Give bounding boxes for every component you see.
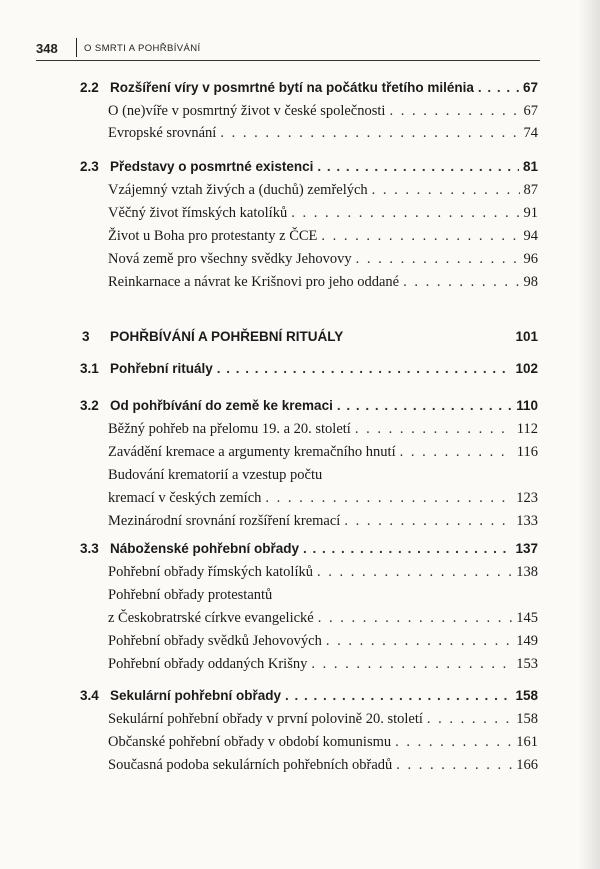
dot-leader: [400, 444, 513, 461]
chapter-number: 3: [82, 329, 90, 344]
entry-title: Život u Boha pro protestanty z ČCE: [108, 228, 318, 244]
toc-entry[interactable]: [108, 251, 538, 273]
section-page: 158: [515, 688, 538, 703]
running-title: O SMRTI A POHŘBÍVÁNÍ: [84, 43, 201, 54]
dot-leader: [427, 711, 512, 728]
dot-leader: [403, 274, 519, 291]
entry-page: 116: [516, 444, 538, 460]
entry-page: 96: [523, 251, 538, 267]
dot-leader: [321, 228, 519, 245]
entry-page: 158: [516, 711, 538, 727]
section-title: Náboženské pohřební obřady: [110, 541, 300, 556]
chapter-page: 101: [515, 329, 538, 344]
toc-section-2-2[interactable]: [80, 80, 538, 102]
entry-title: Vzájemný vztah živých a (duchů) zemřelých: [108, 182, 368, 198]
dot-leader: [326, 633, 512, 650]
toc-section-3-3[interactable]: [80, 541, 538, 563]
entry-title: Sekulární pohřební obřady v první polovině 20. století: [108, 711, 423, 727]
toc-entry[interactable]: [108, 734, 538, 756]
section-number: 3.3: [80, 541, 99, 556]
section-number: 3.4: [80, 688, 99, 703]
entry-title: kremací v českých zemích: [108, 490, 262, 506]
dot-leader: [389, 103, 519, 120]
dot-leader: [265, 490, 512, 507]
entry-title: Budování krematorií a vzestup počtu: [108, 467, 323, 483]
section-number: 3.1: [80, 361, 99, 376]
entry-title: Pohřební obřady oddaných Krišny: [108, 656, 308, 672]
entry-page: 87: [523, 182, 538, 198]
section-number: 2.3: [80, 159, 99, 174]
page-number: 348: [36, 41, 58, 56]
dot-leader: [356, 251, 520, 268]
dot-leader: [344, 513, 512, 530]
dot-leader: [311, 656, 512, 673]
section-title: Představy o posmrtné existenci: [110, 159, 314, 174]
toc-entry[interactable]: [108, 610, 538, 632]
entry-page: 94: [523, 228, 538, 244]
toc-entry[interactable]: [108, 564, 538, 586]
dot-leader: [355, 421, 513, 438]
entry-title: Pohřební obřady protestantů: [108, 587, 273, 603]
entry-title: Občanské pohřební obřady v období komunismu: [108, 734, 392, 750]
chapter-title: POHŘBÍVÁNÍ A POHŘEBNÍ RITUÁLY: [110, 329, 344, 344]
section-number: 2.2: [80, 80, 99, 95]
toc-entry[interactable]: [108, 103, 538, 125]
entry-title: Současná podoba sekulárních pohřebních obřadů: [108, 757, 393, 773]
toc-entry[interactable]: [108, 490, 538, 512]
toc-section-3-2[interactable]: [80, 398, 538, 420]
section-number: 3.2: [80, 398, 99, 413]
toc-entry[interactable]: [108, 125, 538, 147]
section-title: Od pohřbívání do země ke kremaci: [110, 398, 333, 413]
entry-title: Mezinárodní srovnání rozšíření kremací: [108, 513, 341, 529]
toc-entry[interactable]: [108, 711, 538, 733]
section-page: 137: [515, 541, 538, 556]
entry-page: 98: [523, 274, 538, 290]
dot-leader: [220, 125, 519, 142]
dot-leader: [317, 564, 512, 581]
section-title: Sekulární pohřební obřady: [110, 688, 282, 703]
entry-page: 91: [523, 205, 538, 221]
section-page: 81: [522, 159, 538, 174]
entry-page: 149: [516, 633, 538, 649]
entry-page: 123: [516, 490, 538, 506]
entry-title: Běžný pohřeb na přelomu 19. a 20. století: [108, 421, 351, 437]
toc-entry[interactable]: [108, 656, 538, 678]
toc-entry[interactable]: [108, 228, 538, 250]
entry-page: 153: [516, 656, 538, 672]
toc-section-3-4[interactable]: [80, 688, 538, 710]
dot-leader: [303, 541, 511, 556]
dot-leader: [396, 757, 512, 774]
section-title: Pohřební rituály: [110, 361, 213, 376]
dot-leader: [395, 734, 512, 751]
entry-title: Pohřební obřady svědků Jehovových: [108, 633, 322, 649]
toc-entry[interactable]: [108, 633, 538, 655]
dot-leader: [372, 182, 520, 199]
entry-page: 161: [516, 734, 538, 750]
toc-entry[interactable]: [108, 587, 538, 609]
entry-page: 67: [523, 103, 538, 119]
toc-entry[interactable]: [108, 274, 538, 296]
dot-leader: [317, 159, 519, 174]
dot-leader: [285, 688, 511, 703]
entry-title: Pohřební obřady římských katolíků: [108, 564, 313, 580]
entry-page: 138: [516, 564, 538, 580]
entry-title: Zavádění kremace a argumenty kremačního hnutí: [108, 444, 396, 460]
toc-section-3-1[interactable]: [80, 361, 538, 383]
dot-leader: [337, 398, 512, 413]
dot-leader: [291, 205, 519, 222]
toc-entry[interactable]: [108, 513, 538, 535]
section-title: Rozšíření víry v posmrtné bytí na počátku třetího milénia: [110, 80, 474, 95]
toc-entry[interactable]: [108, 182, 538, 204]
dot-leader: [217, 361, 512, 376]
entry-page: 166: [516, 757, 538, 773]
toc-entry[interactable]: [108, 757, 538, 779]
entry-title: O (ne)víře v posmrtný život v české společnosti: [108, 103, 386, 119]
entry-page: 133: [516, 513, 538, 529]
dot-leader: [318, 610, 513, 627]
toc-entry[interactable]: [108, 421, 538, 443]
section-page: 110: [516, 398, 538, 413]
entry-page: 112: [516, 421, 538, 437]
toc-section-2-3[interactable]: [80, 159, 538, 181]
toc-chapter-3[interactable]: [82, 329, 538, 351]
toc-entry[interactable]: [108, 205, 538, 227]
toc-entry[interactable]: [108, 444, 538, 466]
section-page: 67: [522, 80, 538, 95]
section-page: 102: [515, 361, 538, 376]
entry-page: 145: [516, 610, 538, 626]
entry-title: Reinkarnace a návrat ke Krišnovi pro jeho oddané: [108, 274, 400, 290]
entry-page: 74: [523, 125, 538, 141]
toc-entry[interactable]: [108, 467, 538, 489]
dot-leader: [478, 80, 519, 95]
entry-title: Nová země pro všechny svědky Jehovovy: [108, 251, 352, 267]
entry-title: z Českobratrské církve evangelické: [108, 610, 314, 626]
entry-title: Evropské srovnání: [108, 125, 217, 141]
entry-title: Věčný život římských katolíků: [108, 205, 288, 221]
